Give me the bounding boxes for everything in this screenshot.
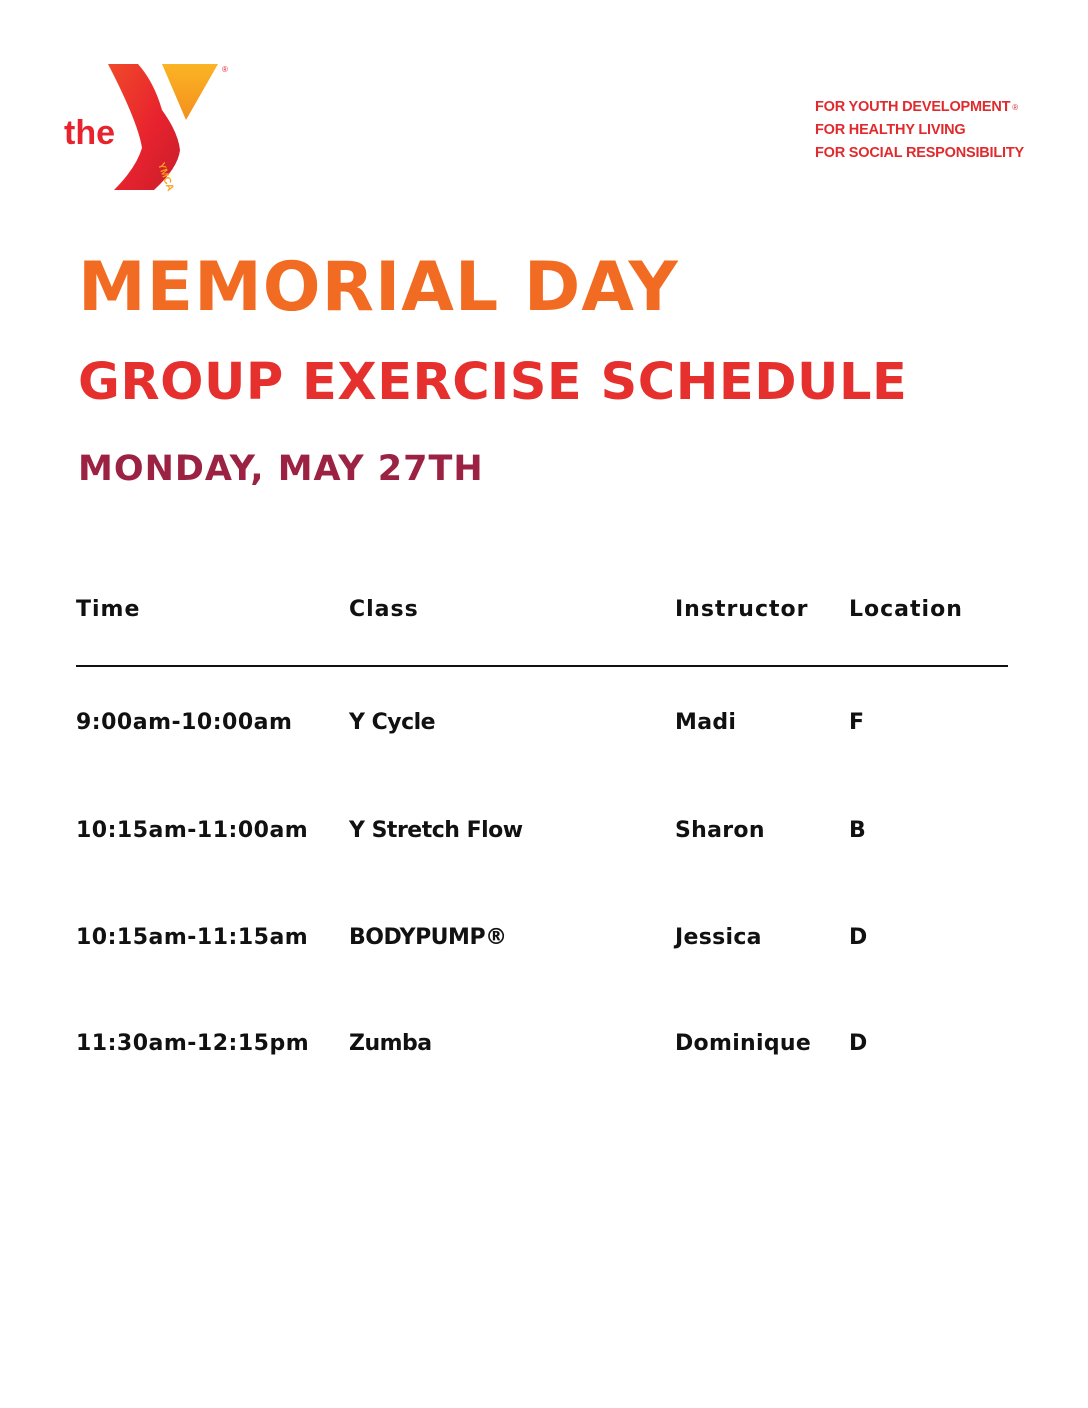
- row-class: Y Stretch Flow: [349, 818, 523, 843]
- row-time: 10:15am-11:00am: [76, 818, 309, 843]
- logo-registered-mark: ®: [222, 65, 228, 74]
- table-row: [76, 703, 1008, 743]
- row-time: 11:30am-12:15pm: [76, 1031, 310, 1056]
- tagline-line-1: FOR YOUTH DEVELOPMENT ®: [814, 99, 1018, 115]
- column-header-time: Time: [76, 597, 141, 622]
- row-time: 10:15am-11:15am: [76, 925, 309, 950]
- ymca-y-logo-icon: [58, 60, 238, 195]
- logo-word: the: [64, 114, 115, 152]
- schedule-date: MONDAY, MAY 27TH: [78, 449, 484, 489]
- row-class: Y Cycle: [349, 710, 436, 735]
- row-class: BODYPUMP®: [349, 925, 507, 950]
- ymca-logo: [58, 60, 238, 195]
- row-location: D: [849, 1031, 868, 1056]
- row-location: F: [849, 710, 865, 735]
- row-instructor: Sharon: [675, 818, 765, 843]
- column-header-location: Location: [849, 597, 963, 622]
- page-subtitle: GROUP EXERCISE SCHEDULE: [78, 353, 908, 412]
- tagline-registered-mark: ®: [1012, 103, 1018, 112]
- row-instructor: Madi: [675, 710, 737, 735]
- tagline-line-2: FOR HEALTHY LIVING: [814, 122, 966, 138]
- table-row: [76, 811, 1008, 851]
- page-title: MEMORIAL DAY: [78, 248, 679, 327]
- row-time: 9:00am-10:00am: [76, 710, 293, 735]
- row-instructor: Jessica: [675, 925, 762, 950]
- column-header-instructor: Instructor: [675, 597, 809, 622]
- row-location: D: [849, 925, 868, 950]
- logo-ymca-text: YMCA: [155, 161, 176, 193]
- table-row: [76, 1024, 1008, 1064]
- table-row: [76, 918, 1008, 958]
- table-header-row: [76, 590, 1008, 630]
- row-instructor: Dominique: [675, 1031, 812, 1056]
- schedule-table: [76, 590, 1008, 1056]
- tagline: [815, 96, 1024, 165]
- tagline-line-3: FOR SOCIAL RESPONSIBILITY: [814, 145, 1024, 161]
- row-class: Zumba: [349, 1031, 432, 1056]
- column-header-class: Class: [349, 597, 419, 622]
- header-divider: [76, 665, 1008, 667]
- row-location: B: [849, 818, 866, 843]
